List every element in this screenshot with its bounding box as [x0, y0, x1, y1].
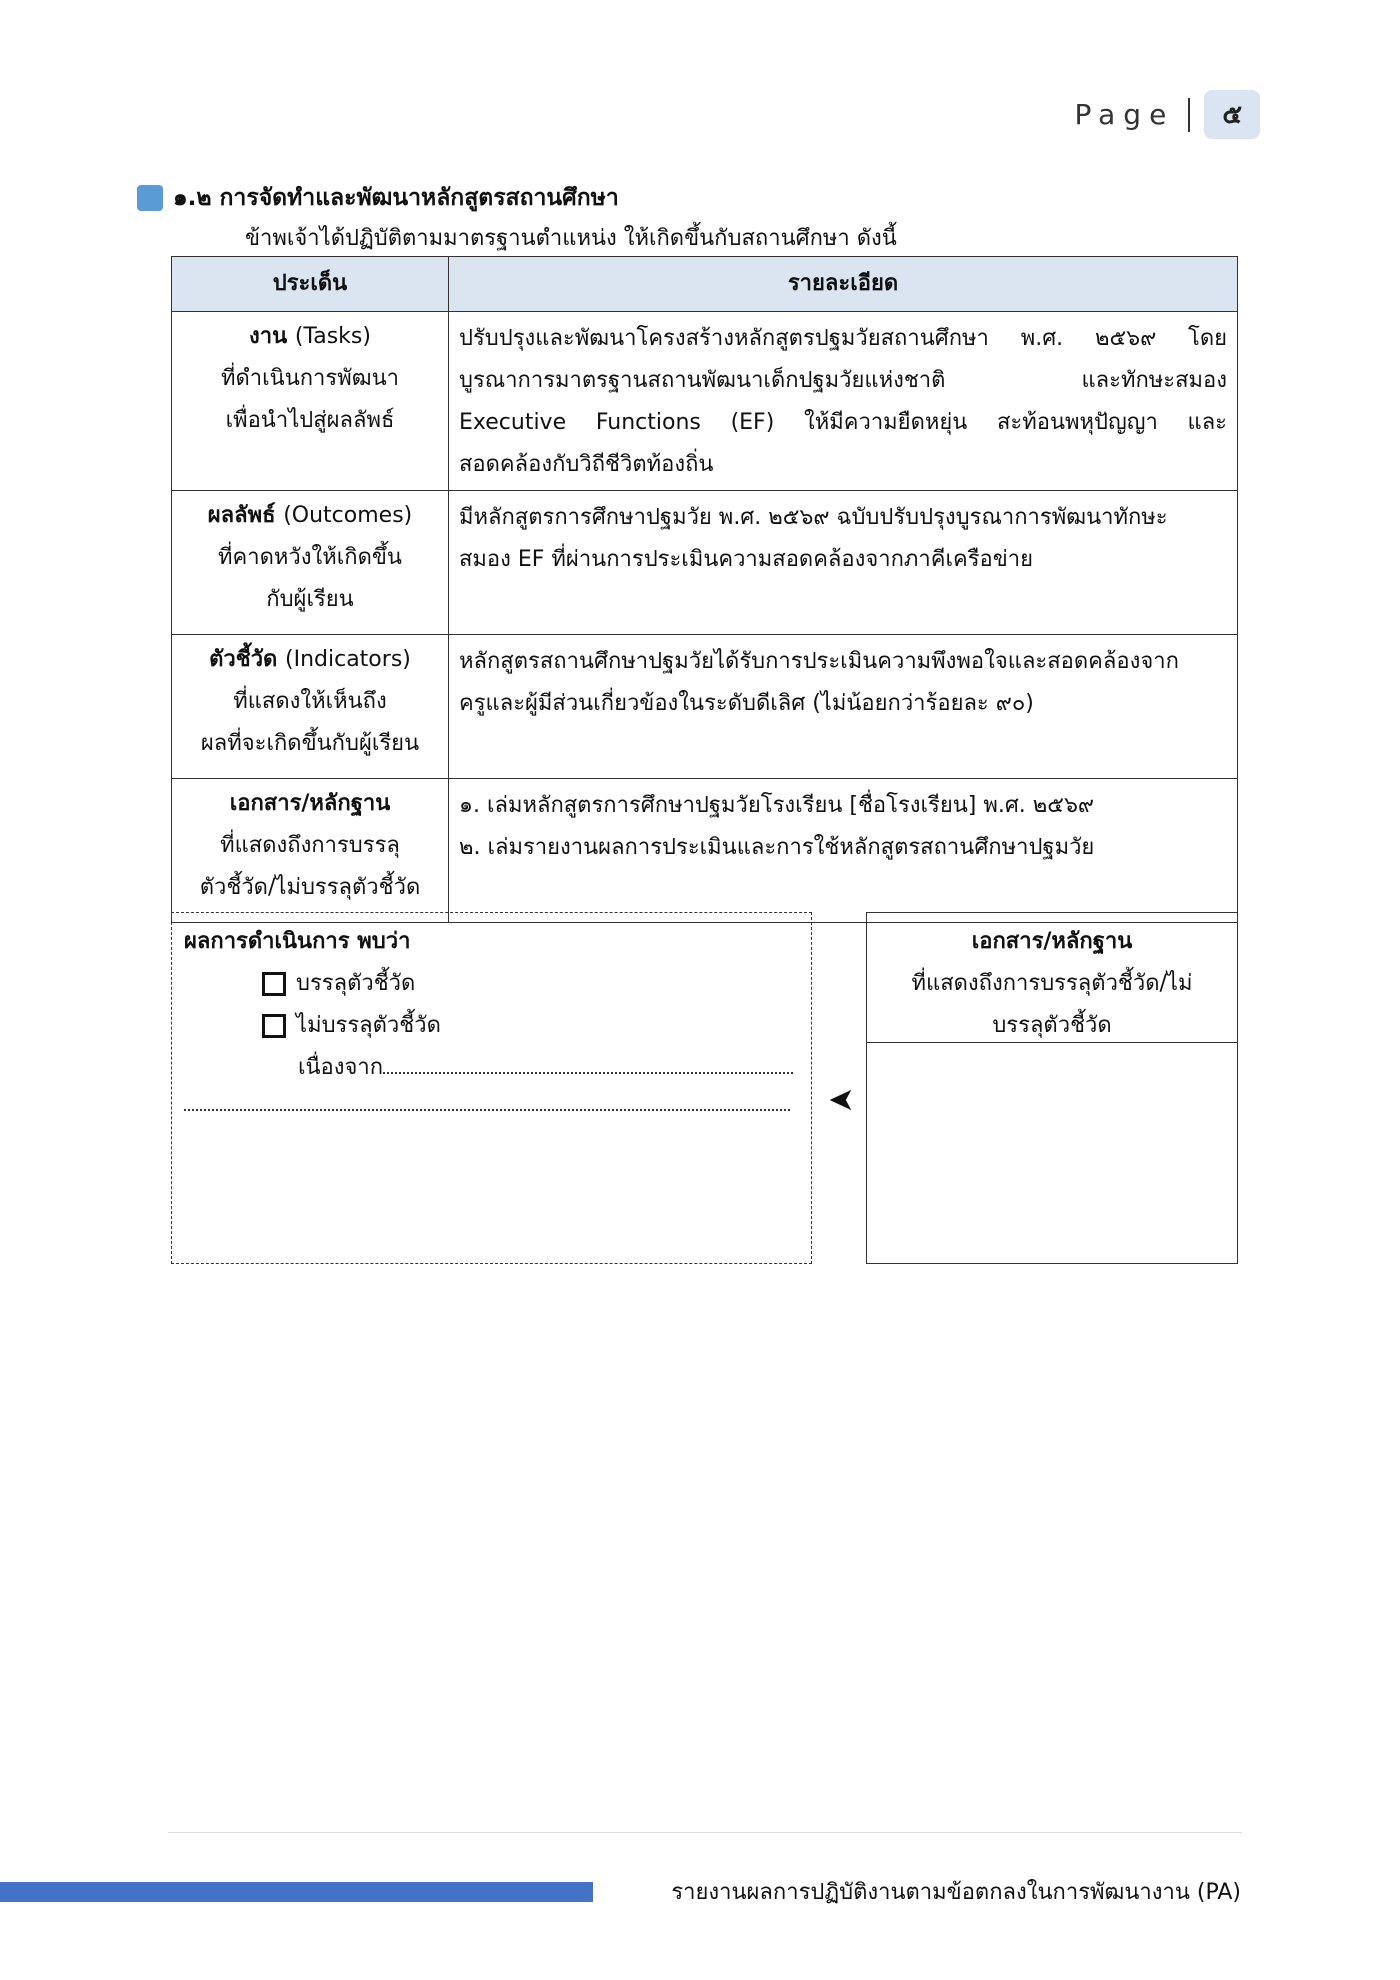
evidence-content-area[interactable] — [867, 1043, 1237, 1263]
detail-cell — [449, 779, 1238, 923]
checkbox-achieved[interactable] — [262, 972, 286, 996]
table-row — [172, 491, 1238, 635]
evidence-sub: บรรลุตัวชี้วัด — [992, 1013, 1112, 1038]
result-title: ผลการดำเนินการ พบว่า — [184, 929, 411, 954]
pa-table — [171, 256, 1238, 923]
issue-cell — [172, 779, 449, 923]
detail-line: ครูและผู้มีส่วนเกี่ยวข้องในระดับดีเลิศ (ไม่น้อยกว่าร้อยละ ๙๐) — [459, 691, 1034, 716]
footer-bar — [0, 1882, 593, 1902]
page-number: ๕ — [1204, 90, 1260, 139]
result-box — [171, 912, 812, 1264]
detail-line: หลักสูตรสถานศึกษาปฐมวัยได้รับการประเมินความพึงพอใจและสอดคล้องจาก — [459, 649, 1179, 674]
detail-line: Executive Functions (EF) ให้มีความยืดหยุ่น สะท้อนพหุปัญญา และ — [459, 410, 1227, 435]
detail-line: มีหลักสูตรการศึกษาปฐมวัย พ.ศ. ๒๕๖๙ ฉบับปรับปรุงบูรณาการพัฒนาทักษะ — [459, 505, 1168, 530]
because-label: เนื่องจาก — [298, 1055, 384, 1080]
evidence-sub: ที่แสดงถึงการบรรลุตัวชี้วัด/ไม่ — [911, 971, 1193, 996]
table-header-row — [172, 257, 1238, 312]
evidence-box — [866, 912, 1238, 1264]
because-fill-line[interactable] — [383, 1058, 793, 1074]
issue-sub: กับผู้เรียน — [266, 587, 354, 612]
table-row — [172, 312, 1238, 491]
section-marker-icon — [137, 185, 163, 211]
issue-cell — [172, 635, 449, 779]
checkbox-not-achieved-label: ไม่บรรลุตัวชี้วัด — [296, 1013, 441, 1038]
issue-sub: ผลที่จะเกิดขึ้นกับผู้เรียน — [200, 731, 420, 756]
issue-cell — [172, 312, 449, 491]
detail-cell — [449, 491, 1238, 635]
checkbox-not-achieved[interactable] — [262, 1014, 286, 1038]
header-issue: ประเด็น — [172, 257, 449, 312]
issue-title: ตัวชี้วัด (Indicators) — [209, 647, 411, 672]
section-title-text: ๑.๒ การจัดทำและพัฒนาหลักสูตรสถานศึกษา — [173, 185, 619, 211]
evidence-header — [867, 913, 1237, 1043]
checkbox-achieved-label: บรรลุตัวชี้วัด — [296, 971, 416, 996]
issue-sub: ที่ดำเนินการพัฒนา — [221, 366, 399, 391]
section-intro: ข้าพเจ้าได้ปฏิบัติตามมาตรฐานตำแหน่ง ให้เกิดขึ้นกับสถานศึกษา ดังนี้ — [245, 226, 897, 251]
footer-divider — [168, 1832, 1242, 1833]
detail-line: บูรณาการมาตรฐานสถานพัฒนาเด็กปฐมวัยแห่งชาติ และทักษะสมอง — [459, 368, 1227, 393]
detail-line: ปรับปรุงและพัฒนาโครงสร้างหลักสูตรปฐมวัยสถานศึกษา พ.ศ. ๒๕๖๙ โดย — [459, 326, 1227, 351]
detail-line: สอดคล้องกับวิถีชีวิตท้องถิ่น — [459, 452, 714, 477]
detail-line: ๒. เล่มรายงานผลการประเมินและการใช้หลักสูตรสถานศึกษาปฐมวัย — [459, 835, 1095, 860]
detail-cell — [449, 312, 1238, 491]
header-detail: รายละเอียด — [449, 257, 1238, 312]
issue-title: เอกสาร/หลักฐาน — [229, 791, 391, 816]
page-header — [1075, 90, 1260, 139]
issue-sub: เพื่อนำไปสู่ผลลัพธ์ — [225, 408, 395, 433]
issue-cell — [172, 491, 449, 635]
issue-sub: ที่แสดงถึงการบรรลุ — [220, 833, 400, 858]
because-row — [298, 1047, 799, 1089]
issue-sub: ตัวชี้วัด/ไม่บรรลุตัวชี้วัด — [199, 875, 421, 900]
section-title — [137, 180, 619, 216]
detail-line: ๑. เล่มหลักสูตรการศึกษาปฐมวัยโรงเรียน [ชื่อโรงเรียน] พ.ศ. ๒๕๖๙ — [459, 793, 1095, 818]
issue-sub: ที่คาดหวังให้เกิดขึ้น — [218, 545, 402, 570]
detail-cell — [449, 635, 1238, 779]
footer-text: รายงานผลการปฏิบัติงานตามข้อตกลงในการพัฒนางาน (PA) — [671, 1880, 1241, 1905]
page-separator — [1188, 98, 1190, 132]
table-row — [172, 779, 1238, 923]
arrow-left-icon: ➤ — [828, 1080, 855, 1118]
checkbox-achieved-row[interactable] — [262, 963, 799, 1005]
page-word: Page — [1074, 98, 1175, 131]
issue-sub: ที่แสดงให้เห็นถึง — [233, 689, 387, 714]
checkbox-not-achieved-row[interactable] — [262, 1005, 799, 1047]
reason-fill-line[interactable] — [184, 1109, 790, 1111]
table-row — [172, 635, 1238, 779]
evidence-title: เอกสาร/หลักฐาน — [971, 929, 1133, 954]
issue-title: ผลลัพธ์ (Outcomes) — [207, 503, 413, 528]
issue-title: งาน (Tasks) — [249, 324, 371, 349]
detail-line: สมอง EF ที่ผ่านการประเมินความสอดคล้องจากภาคีเครือข่าย — [459, 547, 1034, 572]
